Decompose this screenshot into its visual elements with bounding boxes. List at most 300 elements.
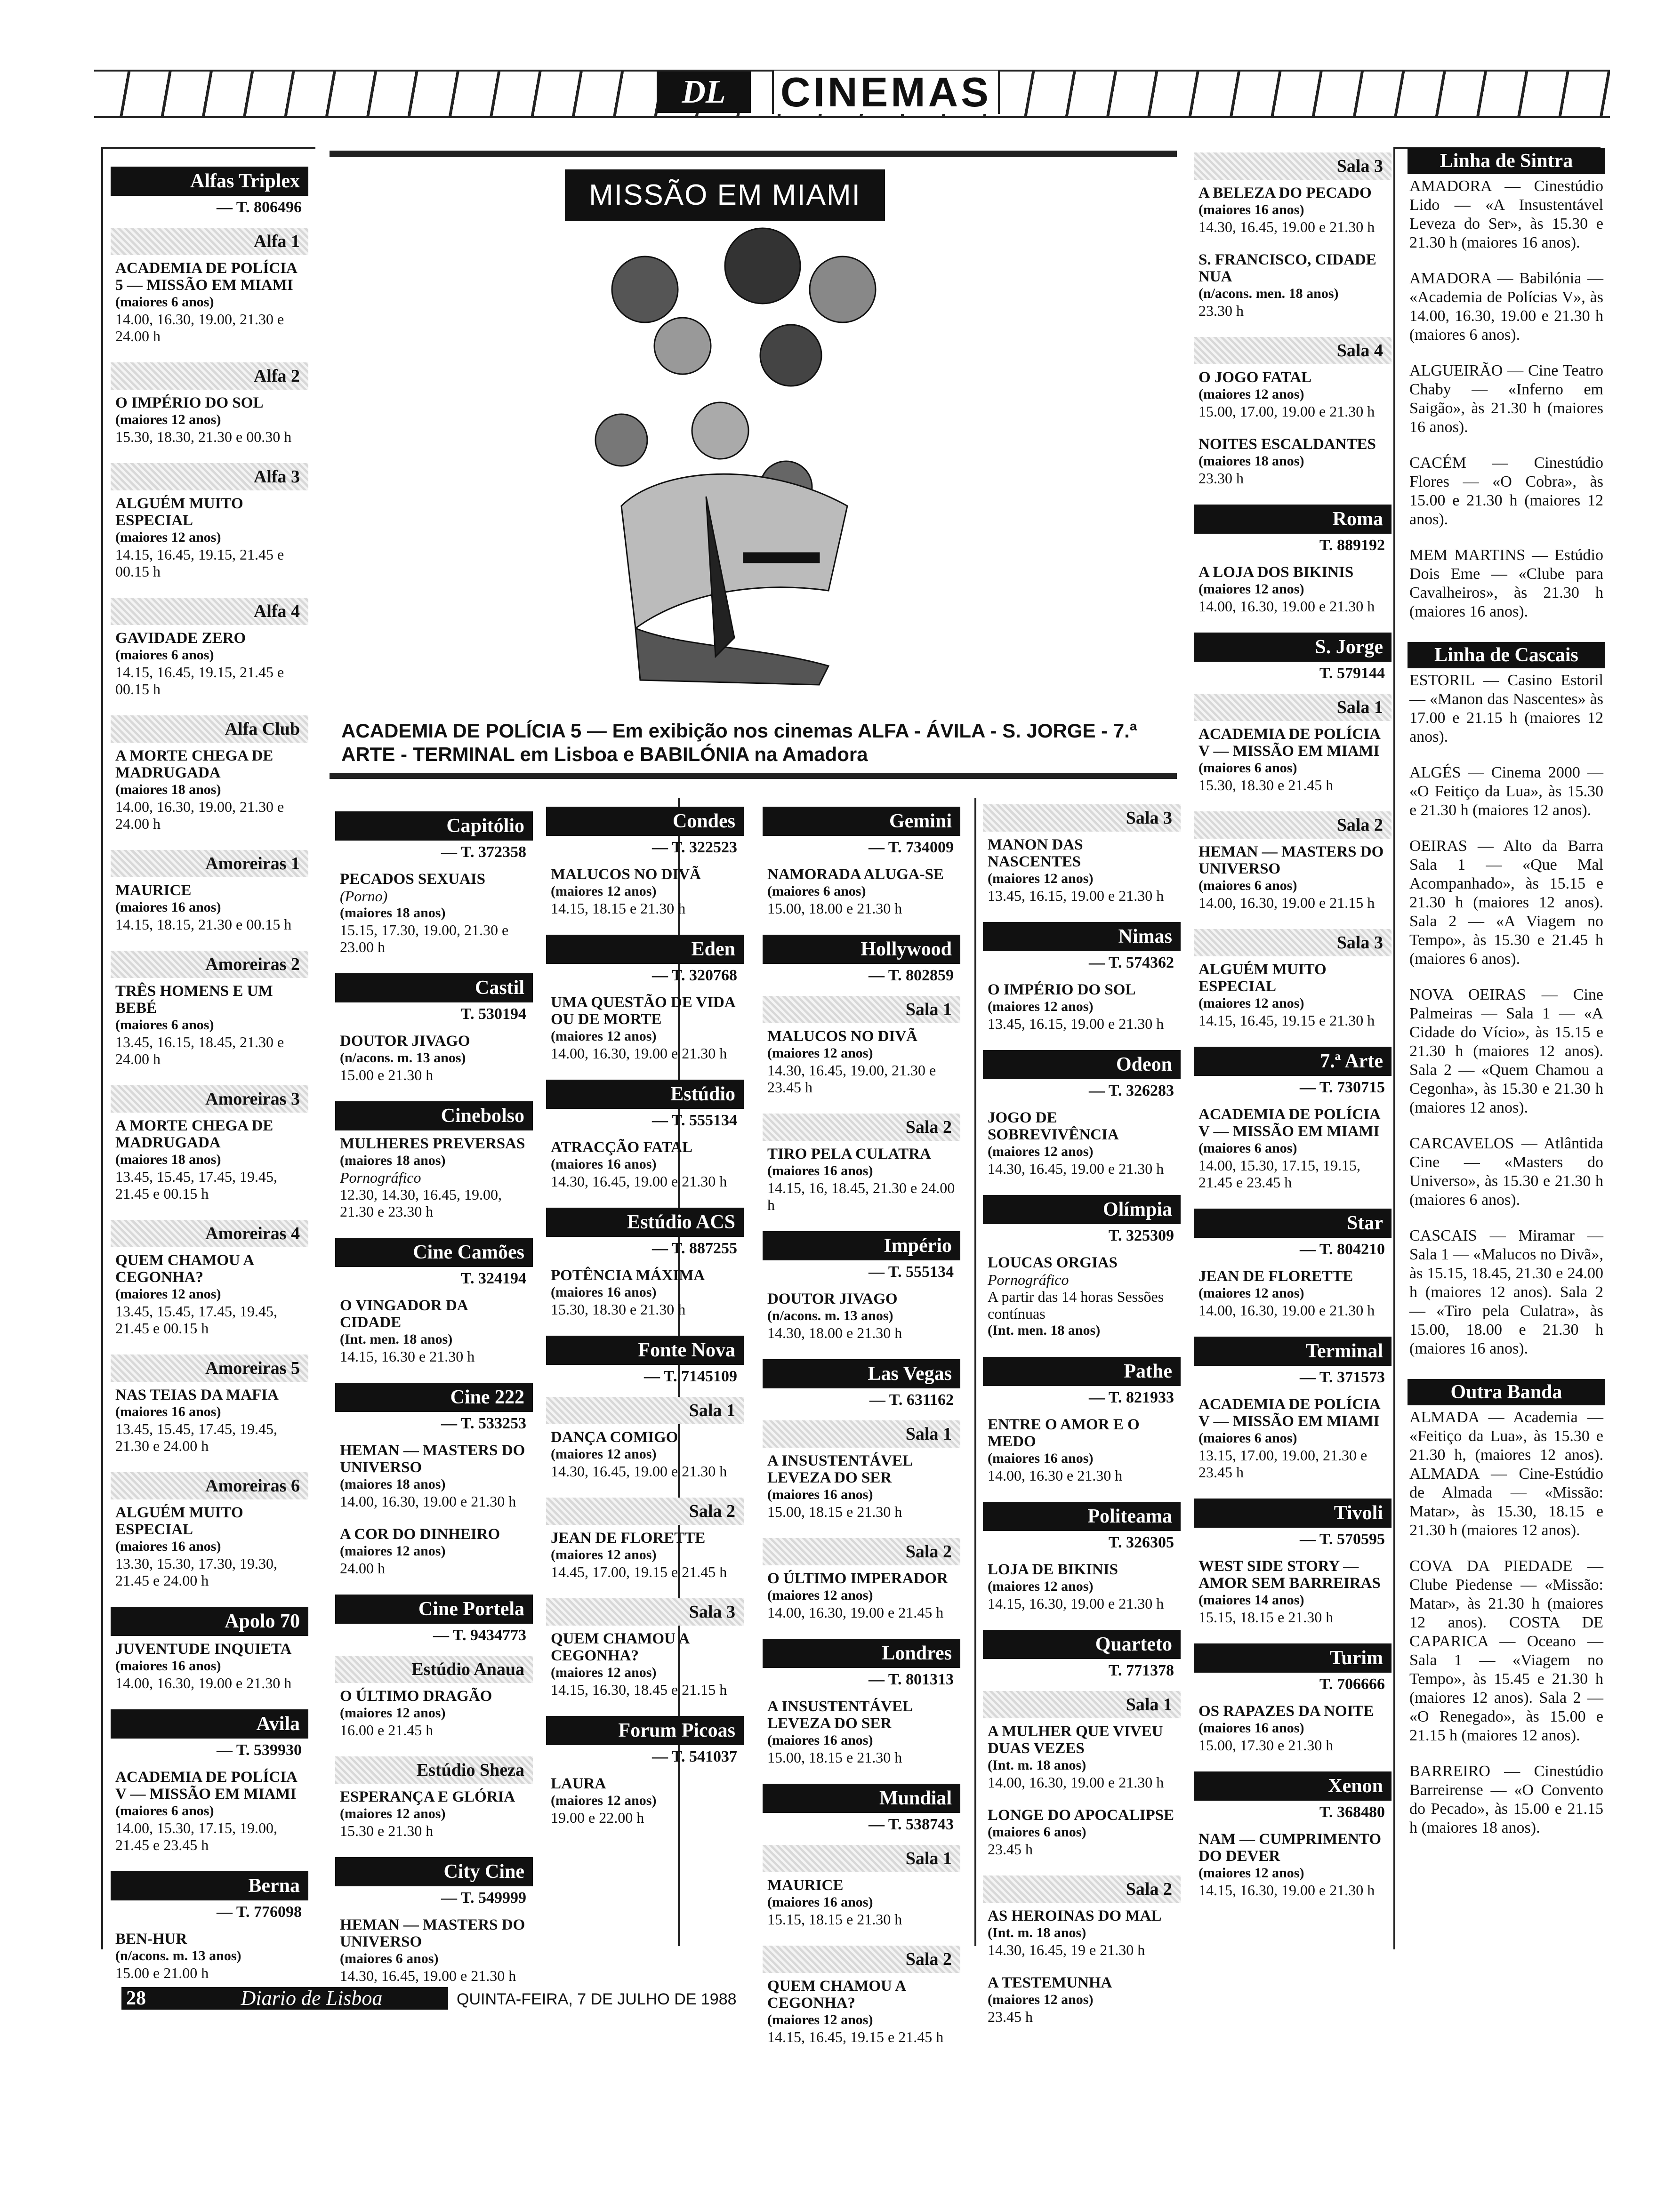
- cinema-header: Cine 222: [335, 1383, 533, 1412]
- age-rating: (maiores 12 anos): [1199, 386, 1304, 402]
- cinema-header: Berna: [111, 1871, 308, 1900]
- showtimes: 14.00, 16.30, 19.00 e 21.30 h: [1199, 598, 1375, 615]
- cinema-header: Xenon: [1194, 1771, 1392, 1801]
- film-title: OS RAPAZES DA NOITE: [1199, 1703, 1374, 1720]
- cinema-header: Quarteto: [983, 1630, 1181, 1659]
- cinema-block: [335, 1756, 533, 1851]
- phone-number: — T. 320768: [652, 967, 737, 984]
- film-listing: [335, 1784, 533, 1851]
- cinema-block: [983, 804, 1181, 915]
- age-rating: (maiores 12 anos): [767, 1587, 873, 1603]
- film-listing: [763, 861, 960, 928]
- cinema-block: [1408, 1379, 1605, 1851]
- column-rule: [1393, 147, 1395, 1949]
- column-rule: [101, 147, 315, 149]
- age-rating: (maiores 6 anos): [115, 647, 214, 663]
- film-listing: [335, 1912, 533, 1996]
- cinema-block: [763, 1114, 960, 1225]
- cinema-block: [1194, 811, 1392, 922]
- film-listing: [111, 625, 308, 709]
- film-title: A INSUSTENTÁVEL LEVEZA DO SER: [767, 1698, 912, 1732]
- screen-header: Sala 1: [763, 996, 960, 1023]
- cinema-header: Capitólio: [335, 811, 533, 841]
- film-listing: [1194, 1101, 1392, 1202]
- showtimes: 14.00, 16.30, 19.00 e 21.30 h: [551, 1045, 727, 1062]
- film-title: MAURICE: [767, 1877, 844, 1894]
- cinema-block: [1194, 1499, 1392, 1637]
- cinema-block: [111, 463, 308, 591]
- age-rating: (maiores 6 anos): [767, 883, 866, 899]
- age-rating: (Int. m. 18 anos): [988, 1925, 1086, 1940]
- film-listing: [546, 1626, 744, 1709]
- cinema-block: [546, 807, 744, 928]
- film-title: QUEM CHAMOU A CEGONHA?: [115, 1252, 254, 1286]
- film-title: LONGE DO APOCALIPSE: [988, 1807, 1174, 1824]
- film-listing: [111, 978, 308, 1079]
- film-title: MALUCOS NO DIVÃ: [551, 866, 701, 883]
- age-rating: (maiores 12 anos): [988, 871, 1094, 886]
- film-listing: [111, 1382, 308, 1466]
- film-title: ATRACÇÃO FATAL: [551, 1139, 692, 1156]
- age-rating: (maiores 16 anos): [767, 1732, 873, 1748]
- screen-header: Sala 3: [983, 804, 1181, 832]
- cinema-block: [111, 362, 308, 457]
- film-listing: [983, 832, 1181, 915]
- film-title: ACADEMIA DE POLÍCIA V — MISSÃO EM MIAMI: [1199, 726, 1380, 760]
- movie-poster-image: [565, 167, 894, 713]
- film-listing: [111, 743, 308, 843]
- title-letter: C: [780, 69, 813, 115]
- film-title: ENTRE O AMOR E O MEDO: [988, 1416, 1140, 1450]
- showtimes: 14.15, 16.30 e 21.30 h: [340, 1348, 475, 1365]
- film-title: BEN-HUR: [115, 1931, 187, 1948]
- cinema-header: Castil: [335, 973, 533, 1002]
- showtimes: 14.00, 16.30, 19.00, 21.30 e 24.00 h: [115, 798, 284, 832]
- film-title: AS HEROINAS DO MAL: [988, 1907, 1162, 1924]
- film-listing: [335, 1028, 533, 1095]
- film-listing: [111, 1636, 308, 1703]
- cinema-block: [546, 1498, 744, 1592]
- film-listing: [546, 1424, 744, 1491]
- age-rating: (maiores 12 anos): [551, 1793, 657, 1808]
- cinema-block: [335, 1656, 533, 1750]
- film-listing: [546, 861, 744, 928]
- screen-header: Alfa 3: [111, 463, 308, 490]
- age-rating: (n/acons. men. 18 anos): [1199, 286, 1339, 301]
- film-title: NAS TEIAS DA MAFIA: [115, 1387, 279, 1403]
- film-title: JEAN DE FLORETTE: [551, 1530, 706, 1547]
- film-listing: [763, 1023, 960, 1107]
- showtimes: 14.00, 16.30, 19.00 e 21.45 h: [767, 1604, 944, 1621]
- cinema-block: [546, 1716, 744, 1837]
- film-title: DANÇA COMIGO: [551, 1429, 678, 1446]
- age-rating: (maiores 16 anos): [115, 1404, 221, 1419]
- age-rating: (n/acons. m. 13 anos): [340, 1050, 466, 1066]
- film-title: ALGUÉM MUITO ESPECIAL: [115, 495, 243, 529]
- film-title: WEST SIDE STORY — AMOR SEM BARREIRAS: [1199, 1558, 1381, 1592]
- cinema-block: [1408, 148, 1605, 635]
- film-listing: [335, 1292, 533, 1376]
- cinema-header: Avila: [111, 1709, 308, 1739]
- cinema-header: Politeama: [983, 1502, 1181, 1531]
- cinema-header: Pathe: [983, 1357, 1181, 1386]
- showtimes: 14.15, 16.45, 19.15 e 21.30 h: [1199, 1012, 1375, 1029]
- film-title: DOUTOR JIVAGO: [767, 1290, 898, 1307]
- cinema-block: [763, 1420, 960, 1531]
- film-title: NAMORADA ALUGA-SE: [767, 866, 944, 883]
- film-title: GAVIDADE ZERO: [115, 630, 246, 647]
- cinema-block: [1194, 633, 1392, 687]
- film-title: JUVENTUDE INQUIETA: [115, 1641, 292, 1658]
- film-title: HEMAN — MASTERS DO UNIVERSO: [1199, 843, 1384, 877]
- film-listing: [763, 1973, 960, 2057]
- film-listing: [111, 877, 308, 944]
- film-title: DOUTOR JIVAGO: [340, 1033, 470, 1050]
- screen-header: Sala 4: [1194, 337, 1392, 364]
- age-rating: (maiores 12 anos): [1199, 1285, 1304, 1301]
- phone-number: T. 889192: [1319, 537, 1385, 554]
- cinema-block: [763, 1639, 960, 1777]
- age-rating: (Int. men. 18 anos): [988, 1322, 1101, 1338]
- screen-header: Amoreiras 6: [111, 1472, 308, 1499]
- film-title: QUEM CHAMOU A CEGONHA?: [551, 1630, 689, 1664]
- age-rating: (maiores 12 anos): [1199, 581, 1304, 597]
- showtimes: 12.30, 14.30, 16.45, 19.00, 21.30 e 23.30 h: [340, 1186, 502, 1220]
- film-listing: [763, 1448, 960, 1531]
- column-rule: [101, 147, 103, 1949]
- film-title: JOGO DE SOBREVIVÊNCIA: [988, 1109, 1119, 1143]
- region-header: Linha de Sintra: [1408, 148, 1605, 174]
- phone-number: — T. 549999: [441, 1889, 526, 1907]
- screen-header: Amoreiras 1: [111, 850, 308, 877]
- film-listing: [546, 1771, 744, 1837]
- cinema-header: Apolo 70: [111, 1607, 308, 1636]
- genre-note: (Porno): [340, 888, 388, 905]
- screen-header: Sala 3: [1194, 152, 1392, 180]
- showtimes: 15.00, 18.15 e 21.30 h: [767, 1503, 902, 1520]
- screen-header: Sala 2: [763, 1538, 960, 1565]
- film-title: ACADEMIA DE POLÍCIA V — MISSÃO EM MIAMI: [1199, 1106, 1380, 1140]
- cinema-block: [111, 715, 308, 843]
- showtimes: 14.00, 16.30, 19.00 e 21.15 h: [1199, 894, 1375, 911]
- age-rating: (Int. m. 18 anos): [988, 1757, 1086, 1773]
- title-letter: M: [891, 69, 928, 115]
- showtimes: 15.00 e 21.00 h: [115, 1964, 209, 1981]
- film-title: A TESTEMUNHA: [988, 1974, 1112, 1991]
- film-title: MALUCOS NO DIVÃ: [767, 1028, 918, 1045]
- film-title: O VINGADOR DA CIDADE: [340, 1297, 467, 1331]
- age-rating: (maiores 14 anos): [1199, 1592, 1304, 1608]
- film-listing: [983, 1718, 1181, 1802]
- cinema-block: [111, 1085, 308, 1213]
- showtimes: 23.45 h: [988, 1841, 1033, 1858]
- screen-header: Sala 2: [983, 1875, 1181, 1903]
- cinema-block: [111, 850, 308, 944]
- film-title: ALGUÉM MUITO ESPECIAL: [115, 1504, 243, 1538]
- cinema-block: [111, 1472, 308, 1600]
- film-title: HEMAN — MASTERS DO UNIVERSO: [340, 1442, 525, 1476]
- listing-paragraph: ALMADA — Academia — «Feitiço da Lua», às 15.30 e 21.30 h, (maiores 12 anos). ALMADA — Cine-Estúdio de Almada — «Missão: Matar», às 15.30, 18.15 e 21.30 h (maiores 12 anos).: [1409, 1409, 1603, 1539]
- showtimes: 15.00, 17.30 e 21.30 h: [1199, 1737, 1334, 1754]
- showtimes: 14.30, 16.45, 19.00 e 21.30 h: [988, 1160, 1164, 1177]
- cinema-block: [546, 1336, 744, 1390]
- showtimes: 13.45, 16.15, 18.45, 21.30 e 24.00 h: [115, 1034, 284, 1067]
- film-title: O IMPÉRIO DO SOL: [988, 981, 1136, 998]
- cinema-block: [983, 1195, 1181, 1350]
- showtimes: 14.15, 18.15 e 21.30 h: [551, 900, 686, 917]
- film-title: O JOGO FATAL: [1199, 369, 1312, 386]
- age-rating: (maiores 18 anos): [340, 1153, 446, 1168]
- region-header: Outra Banda: [1408, 1379, 1605, 1405]
- phone-number: — T. 734009: [868, 839, 954, 856]
- film-listing: [1194, 1698, 1392, 1765]
- film-listing: [763, 1141, 960, 1225]
- screen-header: Sala 1: [763, 1845, 960, 1872]
- screen-header: Sala 1: [1194, 694, 1392, 721]
- age-rating: (maiores 12 anos): [551, 1665, 657, 1680]
- screen-header: Alfa 4: [111, 598, 308, 625]
- cinema-header: Gemini: [763, 807, 960, 836]
- region-header: Linha de Cascais: [1408, 642, 1605, 668]
- screen-header: Sala 1: [983, 1691, 1181, 1718]
- showtimes: 14.15, 16.30, 19.00 e 21.30 h: [1199, 1882, 1375, 1899]
- cinema-block: [983, 1502, 1181, 1623]
- showtimes: 14.30, 16.45, 19.00 e 21.30 h: [551, 1463, 727, 1480]
- phone-number: — T. 806496: [216, 199, 302, 216]
- cinema-header: Cine Portela: [335, 1595, 533, 1624]
- title-letter: N: [828, 69, 861, 115]
- age-rating: (maiores 6 anos): [1199, 1430, 1297, 1446]
- showtimes: 23.30 h: [1199, 302, 1244, 319]
- film-title: O IMPÉRIO DO SOL: [115, 394, 264, 411]
- listing-paragraph: ESTORIL — Casino Estoril — «Manon das Nascentes» às 17.00 e 21.15 h (maiores 12 anos).: [1409, 672, 1603, 745]
- cinema-block: [1194, 1643, 1392, 1765]
- film-listing: [1194, 1391, 1392, 1492]
- newspaper-name: Diario de Lisboa: [175, 1987, 448, 2010]
- film-title: A BELEZA DO PECADO: [1199, 184, 1372, 201]
- age-rating: (maiores 6 anos): [340, 1951, 439, 1966]
- showtimes: 14.30, 16.45, 19.00, 21.30 e 23.45 h: [767, 1062, 936, 1096]
- film-title: LOJA DE BIKINIS: [988, 1561, 1118, 1578]
- title-letter: I: [813, 69, 828, 115]
- age-rating: (maiores 12 anos): [767, 1045, 873, 1061]
- age-rating: (maiores 16 anos): [767, 1894, 873, 1910]
- cinema-block: [983, 1875, 1181, 2036]
- showtimes: 15.00, 18.00 e 21.30 h: [767, 900, 902, 917]
- cinema-block: [335, 811, 533, 967]
- age-rating: (maiores 16 anos): [115, 1539, 221, 1554]
- film-title: LAURA: [551, 1775, 606, 1792]
- showtimes: A partir das 14 horas Sessões contínuas: [988, 1288, 1164, 1322]
- showtimes: 14.15, 16, 18.45, 21.30 e 24.00 h: [767, 1179, 955, 1213]
- showtimes: 16.00 e 21.45 h: [340, 1722, 434, 1739]
- age-rating: (maiores 6 anos): [1199, 878, 1297, 893]
- film-listing: [111, 1764, 308, 1865]
- cinema-header: Alfas Triplex: [111, 167, 308, 196]
- cinema-header: Terminal: [1194, 1337, 1392, 1366]
- age-rating: (maiores 12 anos): [1199, 995, 1304, 1011]
- cinema-header: Las Vegas: [763, 1359, 960, 1388]
- screen-header: Amoreiras 3: [111, 1085, 308, 1113]
- cinema-header: Roma: [1194, 505, 1392, 534]
- showtimes: 14.15, 18.15, 21.30 e 00.15 h: [115, 916, 292, 933]
- showtimes: 14.15, 16.45, 19.15 e 21.45 h: [767, 2028, 944, 2045]
- cinema-header: Odeon: [983, 1050, 1181, 1079]
- phone-number: — T. 801313: [868, 1671, 954, 1688]
- cinema-block: [763, 1231, 960, 1353]
- ad-bottom-rule: [330, 773, 1177, 779]
- issue-date: QUINTA-FEIRA, 7 DE JULHO DE 1988: [457, 1990, 737, 2008]
- showtimes: 14.00, 16.30, 19.00, 21.30 e 24.00 h: [115, 311, 284, 345]
- phone-number: T. 368480: [1319, 1803, 1385, 1821]
- age-rating: (maiores 6 anos): [115, 1017, 214, 1033]
- showtimes: 14.00, 15.30, 17.15, 19.00, 21.45 e 23.45 h: [115, 1819, 277, 1853]
- age-rating: (maiores 12 anos): [115, 1286, 221, 1302]
- phone-number: T. 326305: [1108, 1534, 1174, 1551]
- ad-caption: ACADEMIA DE POLÍCIA 5 — Em exibição nos cinemas ALFA - ÁVILA - S. JORGE - 7.ª ARTE - TERMINAL em Lisboa e BABILÓNIA na Amadora: [341, 720, 1137, 765]
- cinema-block: [983, 922, 1181, 1043]
- cinema-block: [111, 1607, 308, 1703]
- screen-header: Alfa 1: [111, 228, 308, 255]
- film-listing: [983, 1105, 1181, 1188]
- age-rating: (maiores 16 anos): [767, 1163, 873, 1178]
- dl-logo: DL: [657, 72, 751, 113]
- genre-note: Pornográfico: [988, 1271, 1069, 1288]
- cinema-block: [111, 228, 308, 356]
- listing-paragraph: CARCAVELOS — Atlântida Cine — «Masters do Universo», às 15.30 e 21.30 h (maiores 6 anos).: [1409, 1135, 1603, 1209]
- age-rating: (n/acons. m. 13 anos): [767, 1308, 893, 1323]
- phone-number: — T. 730715: [1299, 1079, 1385, 1096]
- film-listing: [983, 1903, 1181, 1970]
- age-rating: (maiores 12 anos): [340, 1806, 446, 1821]
- listing-paragraph: AMADORA — Babilónia — «Academia de Polícias V», às 14.00, 16.30, 19.00 e 21.30 h (maiores 6 anos).: [1409, 270, 1603, 344]
- showtimes: 14.30, 16.45, 19 e 21.30 h: [988, 1941, 1145, 1958]
- film-title: MULHERES PREVERSAS: [340, 1135, 525, 1152]
- film-listing: [111, 490, 308, 591]
- film-title: ACADEMIA DE POLÍCIA V — MISSÃO EM MIAMI: [115, 1769, 297, 1803]
- film-title: MANON DAS NASCENTES: [988, 836, 1083, 870]
- cinema-header: Cine Camões: [335, 1238, 533, 1267]
- film-title: A LOJA DOS BIKINIS: [1199, 564, 1354, 581]
- listing-paragraph: ALGÉS — Cinema 2000 — «O Feitiço da Lua», às 15.30 e 21.30 h (maiores 12 anos).: [1409, 764, 1603, 819]
- film-title: A INSUSTENTÁVEL LEVEZA DO SER: [767, 1452, 912, 1486]
- age-rating: (Int. men. 18 anos): [340, 1331, 453, 1347]
- phone-number: — T. 9434773: [433, 1627, 526, 1644]
- cinema-block: [335, 1101, 533, 1231]
- showtimes: 15.30, 18.30, 21.30 e 00.30 h: [115, 428, 292, 445]
- phone-number: — T. 539930: [216, 1741, 302, 1759]
- showtimes: 14.30, 18.00 e 21.30 h: [767, 1324, 902, 1341]
- film-listing: [1194, 721, 1392, 805]
- cinema-block: [111, 1220, 308, 1348]
- section-title: [772, 71, 1000, 114]
- title-letter: A: [928, 69, 961, 115]
- screen-header: Sala 2: [763, 1114, 960, 1141]
- screen-header: Sala 3: [1194, 929, 1392, 956]
- cinema-block: [335, 1857, 533, 1996]
- film-listing: [1194, 431, 1392, 498]
- showtimes: 13.45, 16.15, 19.00 e 21.30 h: [988, 887, 1164, 904]
- age-rating: (maiores 12 anos): [115, 412, 221, 427]
- phone-number: — T. 570595: [1299, 1531, 1385, 1548]
- cinema-block: [111, 598, 308, 709]
- ad-top-rule: [330, 151, 1177, 157]
- cinema-block: [335, 973, 533, 1095]
- cinema-header: Nimas: [983, 922, 1181, 951]
- phone-number: — T. 804210: [1299, 1241, 1385, 1258]
- listing-column-7: [1408, 141, 1605, 1851]
- phone-number: — T. 887255: [652, 1240, 737, 1257]
- age-rating: (maiores 12 anos): [988, 1144, 1094, 1159]
- age-rating: (maiores 18 anos): [1199, 453, 1304, 469]
- film-title: A COR DO DINHEIRO: [340, 1526, 500, 1543]
- cinema-header: Império: [763, 1231, 960, 1260]
- showtimes: 14.30, 16.45, 19.00 e 21.30 h: [340, 1967, 516, 1984]
- showtimes: 15.00 e 21.30 h: [340, 1066, 434, 1083]
- film-title: ALGUÉM MUITO ESPECIAL: [1199, 961, 1327, 995]
- screen-header: Sala 1: [546, 1397, 744, 1424]
- cinema-block: [1194, 1209, 1392, 1330]
- showtimes: 14.00, 16.30, 19.00 e 21.30 h: [988, 1774, 1164, 1791]
- screen-header: Amoreiras 2: [111, 951, 308, 978]
- age-rating: (maiores 12 anos): [988, 1579, 1094, 1594]
- showtimes: 13.45, 15.45, 17.45, 19.45, 21.45 e 00.15 h: [115, 1303, 277, 1337]
- phone-number: — T. 776098: [216, 1903, 302, 1921]
- phone-number: — T. 631162: [869, 1391, 954, 1409]
- phone-number: — T. 802859: [868, 967, 954, 984]
- cinema-block: [1194, 337, 1392, 498]
- age-rating: (maiores 16 anos): [1199, 202, 1304, 217]
- cinema-header: Tivoli: [1194, 1499, 1392, 1528]
- showtimes: 24.00 h: [340, 1560, 385, 1577]
- film-listing: [763, 1565, 960, 1632]
- cinema-header: 7.ª Arte: [1194, 1047, 1392, 1076]
- showtimes: 13.45, 15.45, 17.45, 19.45, 21.45 e 00.15 h: [115, 1168, 277, 1202]
- film-listing: [335, 1521, 533, 1588]
- age-rating: (maiores 12 anos): [340, 1705, 446, 1721]
- showtimes: 14.15, 16.45, 19.15, 21.45 e 00.15 h: [115, 546, 284, 580]
- age-rating: (maiores 16 anos): [551, 1284, 657, 1300]
- cinema-block: [1194, 505, 1392, 626]
- age-rating: (maiores 16 anos): [988, 1451, 1094, 1466]
- film-listing: [335, 1130, 533, 1231]
- film-title: ACADEMIA DE POLÍCIA 5 — MISSÃO EM MIAMI: [115, 260, 297, 294]
- listing-paragraph: MEM MARTINS — Estúdio Dois Eme — «Clube para Cavalheiros», às 21.30 h (maiores 16 anos).: [1409, 546, 1603, 620]
- cinema-block: [763, 1784, 960, 1838]
- film-listing: [335, 1683, 533, 1750]
- cinema-header: Estúdio ACS: [546, 1208, 744, 1237]
- film-listing: [1194, 1553, 1392, 1637]
- showtimes: 14.15, 16.30, 18.45 e 21.15 h: [551, 1681, 727, 1698]
- cinema-block: [763, 996, 960, 1107]
- cinema-block: [111, 167, 308, 221]
- cinema-block: [546, 1397, 744, 1491]
- showtimes: 14.15, 16.30, 19.00 e 21.30 h: [988, 1595, 1164, 1612]
- film-listing: [983, 1556, 1181, 1623]
- cinema-block: [111, 1871, 308, 1993]
- film-listing: [546, 1525, 744, 1592]
- cinema-block: [335, 1238, 533, 1376]
- film-listing: [763, 1693, 960, 1777]
- showtimes: 14.00, 16.30, 19.00 e 21.30 h: [1199, 1302, 1375, 1319]
- title-letter: E: [860, 69, 891, 115]
- listing-paragraph: CACÉM — Cinestúdio Flores — «O Cobra», às 15.00 e 21.30 h (maiores 12 anos).: [1409, 454, 1603, 528]
- showtimes: 13.45, 15.45, 17.45, 19.45, 21.30 e 24.00 h: [115, 1420, 277, 1454]
- cinema-block: [335, 1595, 533, 1649]
- age-rating: (maiores 12 anos): [551, 883, 657, 899]
- cinema-block: [763, 807, 960, 928]
- showtimes: 19.00 e 22.00 h: [551, 1809, 644, 1826]
